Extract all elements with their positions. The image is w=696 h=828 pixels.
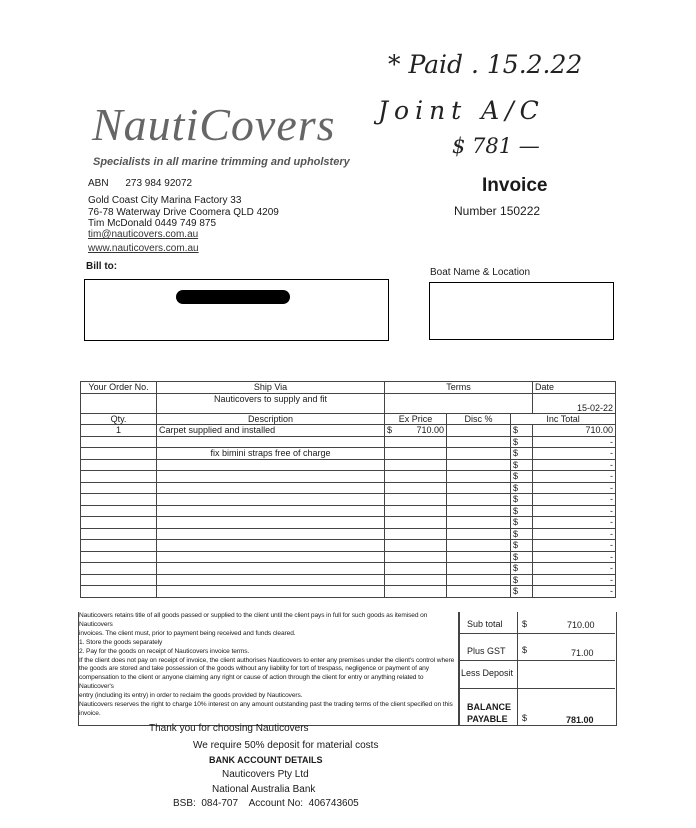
header-disc: Disc % [447, 413, 511, 425]
terms-and-conditions: Nauticovers retains title of all goods passed or supplied to the client until the client pays in full for such goods as itemised on Nauticovers invoices. The client must, prior to payment being received and funds cleared. 1. Store the goods separately 2. Pay for the goods on receipt of Nauticovers invoice terms. If the client does not pay on receipt of invoice, the client authorises Nauticovers to enter any premises under the client's control where the goods are stored and take possession of the goods without any liability for tort of trespass, negligence or payment of any compensation to the client or anyone claiming any right or cause of action through the client for entry or anything related to Nauticover's entry (including its entry) in order to reclaim the goods provided by Nauticovers. Nauticovers reserves the right to charge 10% interest on any amount outstanding past the trading terms of the client specified on this invoice. [79, 612, 455, 717]
date-value: 15-02-22 [533, 393, 616, 413]
order-values-row [81, 393, 616, 413]
website-link[interactable]: www.nauticovers.com.au [88, 243, 199, 254]
row1-qty: 1 [81, 425, 157, 437]
balance-currency: $ [522, 713, 528, 723]
email-link[interactable]: tim@nauticovers.com.au [88, 229, 199, 240]
header-date: Date [533, 382, 616, 394]
ship-via-value: Nauticovers to supply and fit [157, 393, 385, 413]
thank-you-text: Thank you for choosing Nauticovers [149, 723, 309, 734]
company-tagline: Specialists in all marine trimming and upholstery [93, 156, 350, 168]
header-qty: Qty. [81, 413, 157, 425]
abn-label: ABN [88, 178, 109, 189]
table-row: $ - [81, 459, 616, 471]
table-row: $ - [81, 540, 616, 552]
handwritten-joint-account-note: Joint A/C [378, 96, 545, 125]
subtotal-value: 710.00 [567, 620, 595, 630]
header-ship-via: Ship Via [157, 382, 385, 394]
row1-description: Carpet supplied and installed [157, 425, 385, 437]
redaction-bar [176, 290, 290, 304]
table-row: $ - [81, 551, 616, 563]
gst-value: 71.00 [571, 648, 594, 658]
header-terms: Terms [385, 382, 533, 394]
table-row: $ - [81, 517, 616, 529]
row3-description: fix bimini straps free of charge [157, 448, 385, 460]
table-row: $ - [81, 586, 616, 598]
table-row: $ - [81, 528, 616, 540]
row1-total: 710.00 [533, 425, 616, 437]
table-row: $ - [81, 574, 616, 586]
gst-label: Plus GST [467, 646, 506, 656]
deposit-note: We require 50% deposit for material costs [193, 740, 379, 751]
bill-to-box [84, 279, 389, 341]
row1-ex-price: 710.00 [416, 425, 445, 436]
deposit-label: Less Deposit [461, 668, 514, 678]
row1-ex-currency: $ [387, 425, 393, 436]
header-ex-price: Ex Price [385, 413, 447, 425]
table-row: $ - [81, 482, 616, 494]
gst-currency: $ [522, 645, 528, 655]
address-line-2: 76-78 Waterway Drive Coomera QLD 4209 [88, 207, 279, 218]
company-logo: NautiCovers [92, 99, 336, 150]
abn-line [88, 178, 192, 189]
bsb-account-line: BSB: 084-707 Account No: 406743605 [173, 798, 359, 809]
account-name: Nauticovers Pty Ltd [222, 769, 309, 780]
address-line-1: Gold Coast City Marina Factory 33 [88, 195, 242, 206]
order-header-row [81, 382, 616, 394]
bank-details-title: BANK ACCOUNT DETAILS [209, 755, 323, 765]
boat-label: Boat Name & Location [430, 267, 531, 278]
table-row: $ - [81, 471, 616, 483]
balance-value: 781.00 [566, 715, 594, 725]
handwritten-amount-note: $ 781 — [452, 134, 540, 158]
row1-total-currency: $ [511, 425, 533, 437]
table-row [81, 425, 616, 437]
invoice-table [80, 381, 616, 598]
contact-line: Tim McDonald 0449 749 875 [88, 218, 217, 229]
invoice-title: Invoice [482, 175, 548, 196]
terms-box [78, 612, 460, 726]
boat-box [429, 282, 614, 340]
bill-to-label: Bill to: [86, 261, 118, 272]
header-inc-total: Inc Total [511, 413, 616, 425]
bank-name: National Australia Bank [212, 784, 316, 795]
subtotal-label: Sub total [467, 619, 503, 629]
invoice-number: Number 150222 [454, 204, 541, 218]
items-header-row [81, 413, 616, 425]
balance-label-1: BALANCE [467, 702, 511, 712]
table-row: fix bimini straps free of charge $ - [81, 448, 616, 460]
table-row: $ - [81, 494, 616, 506]
table-row: $ - [81, 563, 616, 575]
header-order-no: Your Order No. [81, 382, 157, 394]
header-description: Description [157, 413, 385, 425]
balance-label-2: PAYABLE [467, 714, 508, 724]
subtotal-currency: $ [522, 619, 528, 629]
abn-value: 273 984 92072 [125, 178, 193, 189]
table-row: $ - [81, 505, 616, 517]
handwritten-paid-note: * Paid . 15.2.22 [388, 50, 583, 79]
table-row: $ - [81, 436, 616, 448]
